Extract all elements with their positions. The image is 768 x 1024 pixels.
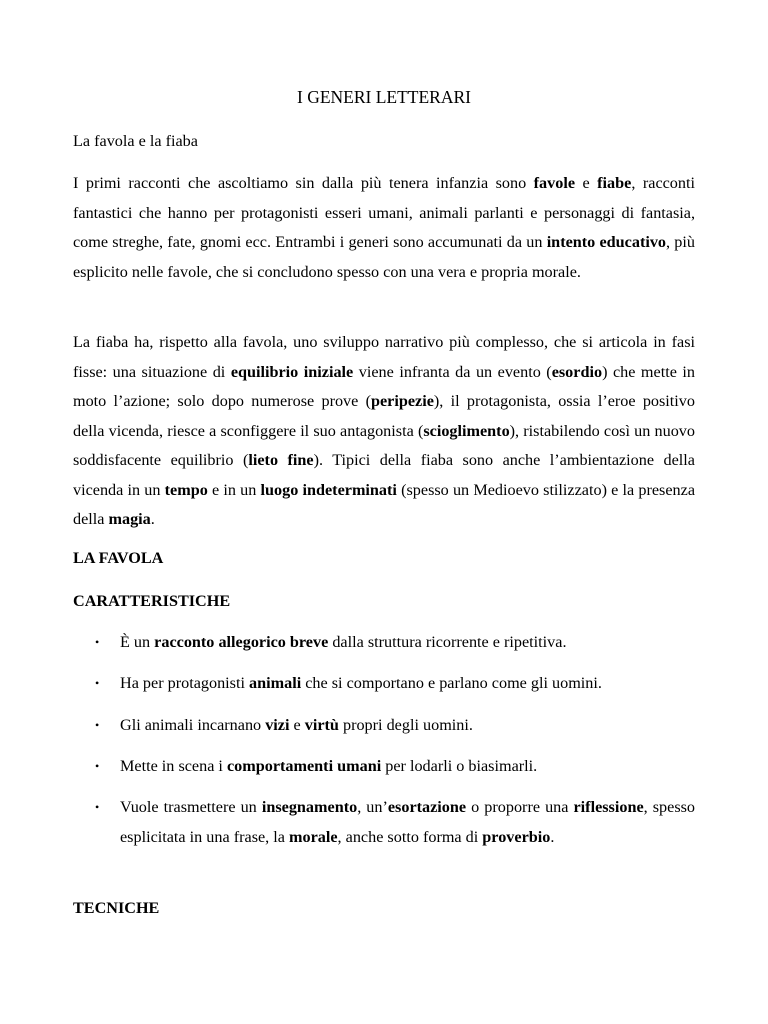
paragraph-fiaba: La fiaba ha, rispetto alla favola, uno sviluppo narrativo più complesso, che si articola in fasi fisse: una situazione di equilibrio iniziale viene infranta da un evento (esordio) che mette in moto l’azione; solo dopo numerose prove (peripezie), il protagonista, ossia l’eroe positivo della vicenda, riesce a sconfiggere il suo antagonista (scioglimento), ristabilendo così un nuovo soddisfacente equilibrio (lieto fine). Tipici della fiaba sono anche l’ambientazione della vicenda in un tempo e in un luogo indeterminati (spesso un Medioevo stilizzato) e la presenza della magia.: [73, 333, 695, 528]
document-title: I GENERI LETTERARI: [297, 87, 471, 107]
caratteristiche-list: [73, 628, 695, 864]
heading-la-favola: LA FAVOLA: [73, 549, 164, 567]
list-item: • Gli animali incarnano vizi e virtù propri degli uomini.: [73, 711, 695, 741]
bullet-icon: •: [95, 635, 100, 649]
bullet-icon: •: [95, 717, 100, 732]
list-item: • Ha per protagonisti animali che si comportano e parlano come gli uomini.: [73, 669, 695, 699]
bullet-icon: •: [95, 800, 100, 815]
bullet-icon: •: [95, 758, 100, 773]
list-item: • Vuole trasmettere un insegnamento, un’esortazione o proporre una riflessione, spesso esplicitata in una frase, la morale, anche sotto forma di proverbio.: [73, 793, 695, 852]
paragraph-intro: I primi racconti che ascoltiamo sin dalla più tenera infanzia sono favole e fiabe, racconti fantastici che hanno per protagonisti esseri umani, animali parlanti e personaggi di fantasia, come streghe, fate, gnomi ecc. Entrambi i generi sono accumunati da un intento educativo, più esplicito nelle favole, che si concludono spesso con una vera e propria morale.: [73, 174, 695, 281]
heading-tecniche: TECNICHE: [73, 899, 160, 917]
section-subtitle: La favola e la fiaba: [73, 132, 198, 150]
bullet-icon: •: [95, 676, 100, 691]
list-item: • È un racconto allegorico breve dalla struttura ricorrente e ripetitiva.: [73, 628, 695, 658]
heading-caratteristiche: CARATTERISTICHE: [73, 592, 231, 610]
list-item: • Mette in scena i comportamenti umani per lodarli o biasimarli.: [73, 752, 695, 782]
